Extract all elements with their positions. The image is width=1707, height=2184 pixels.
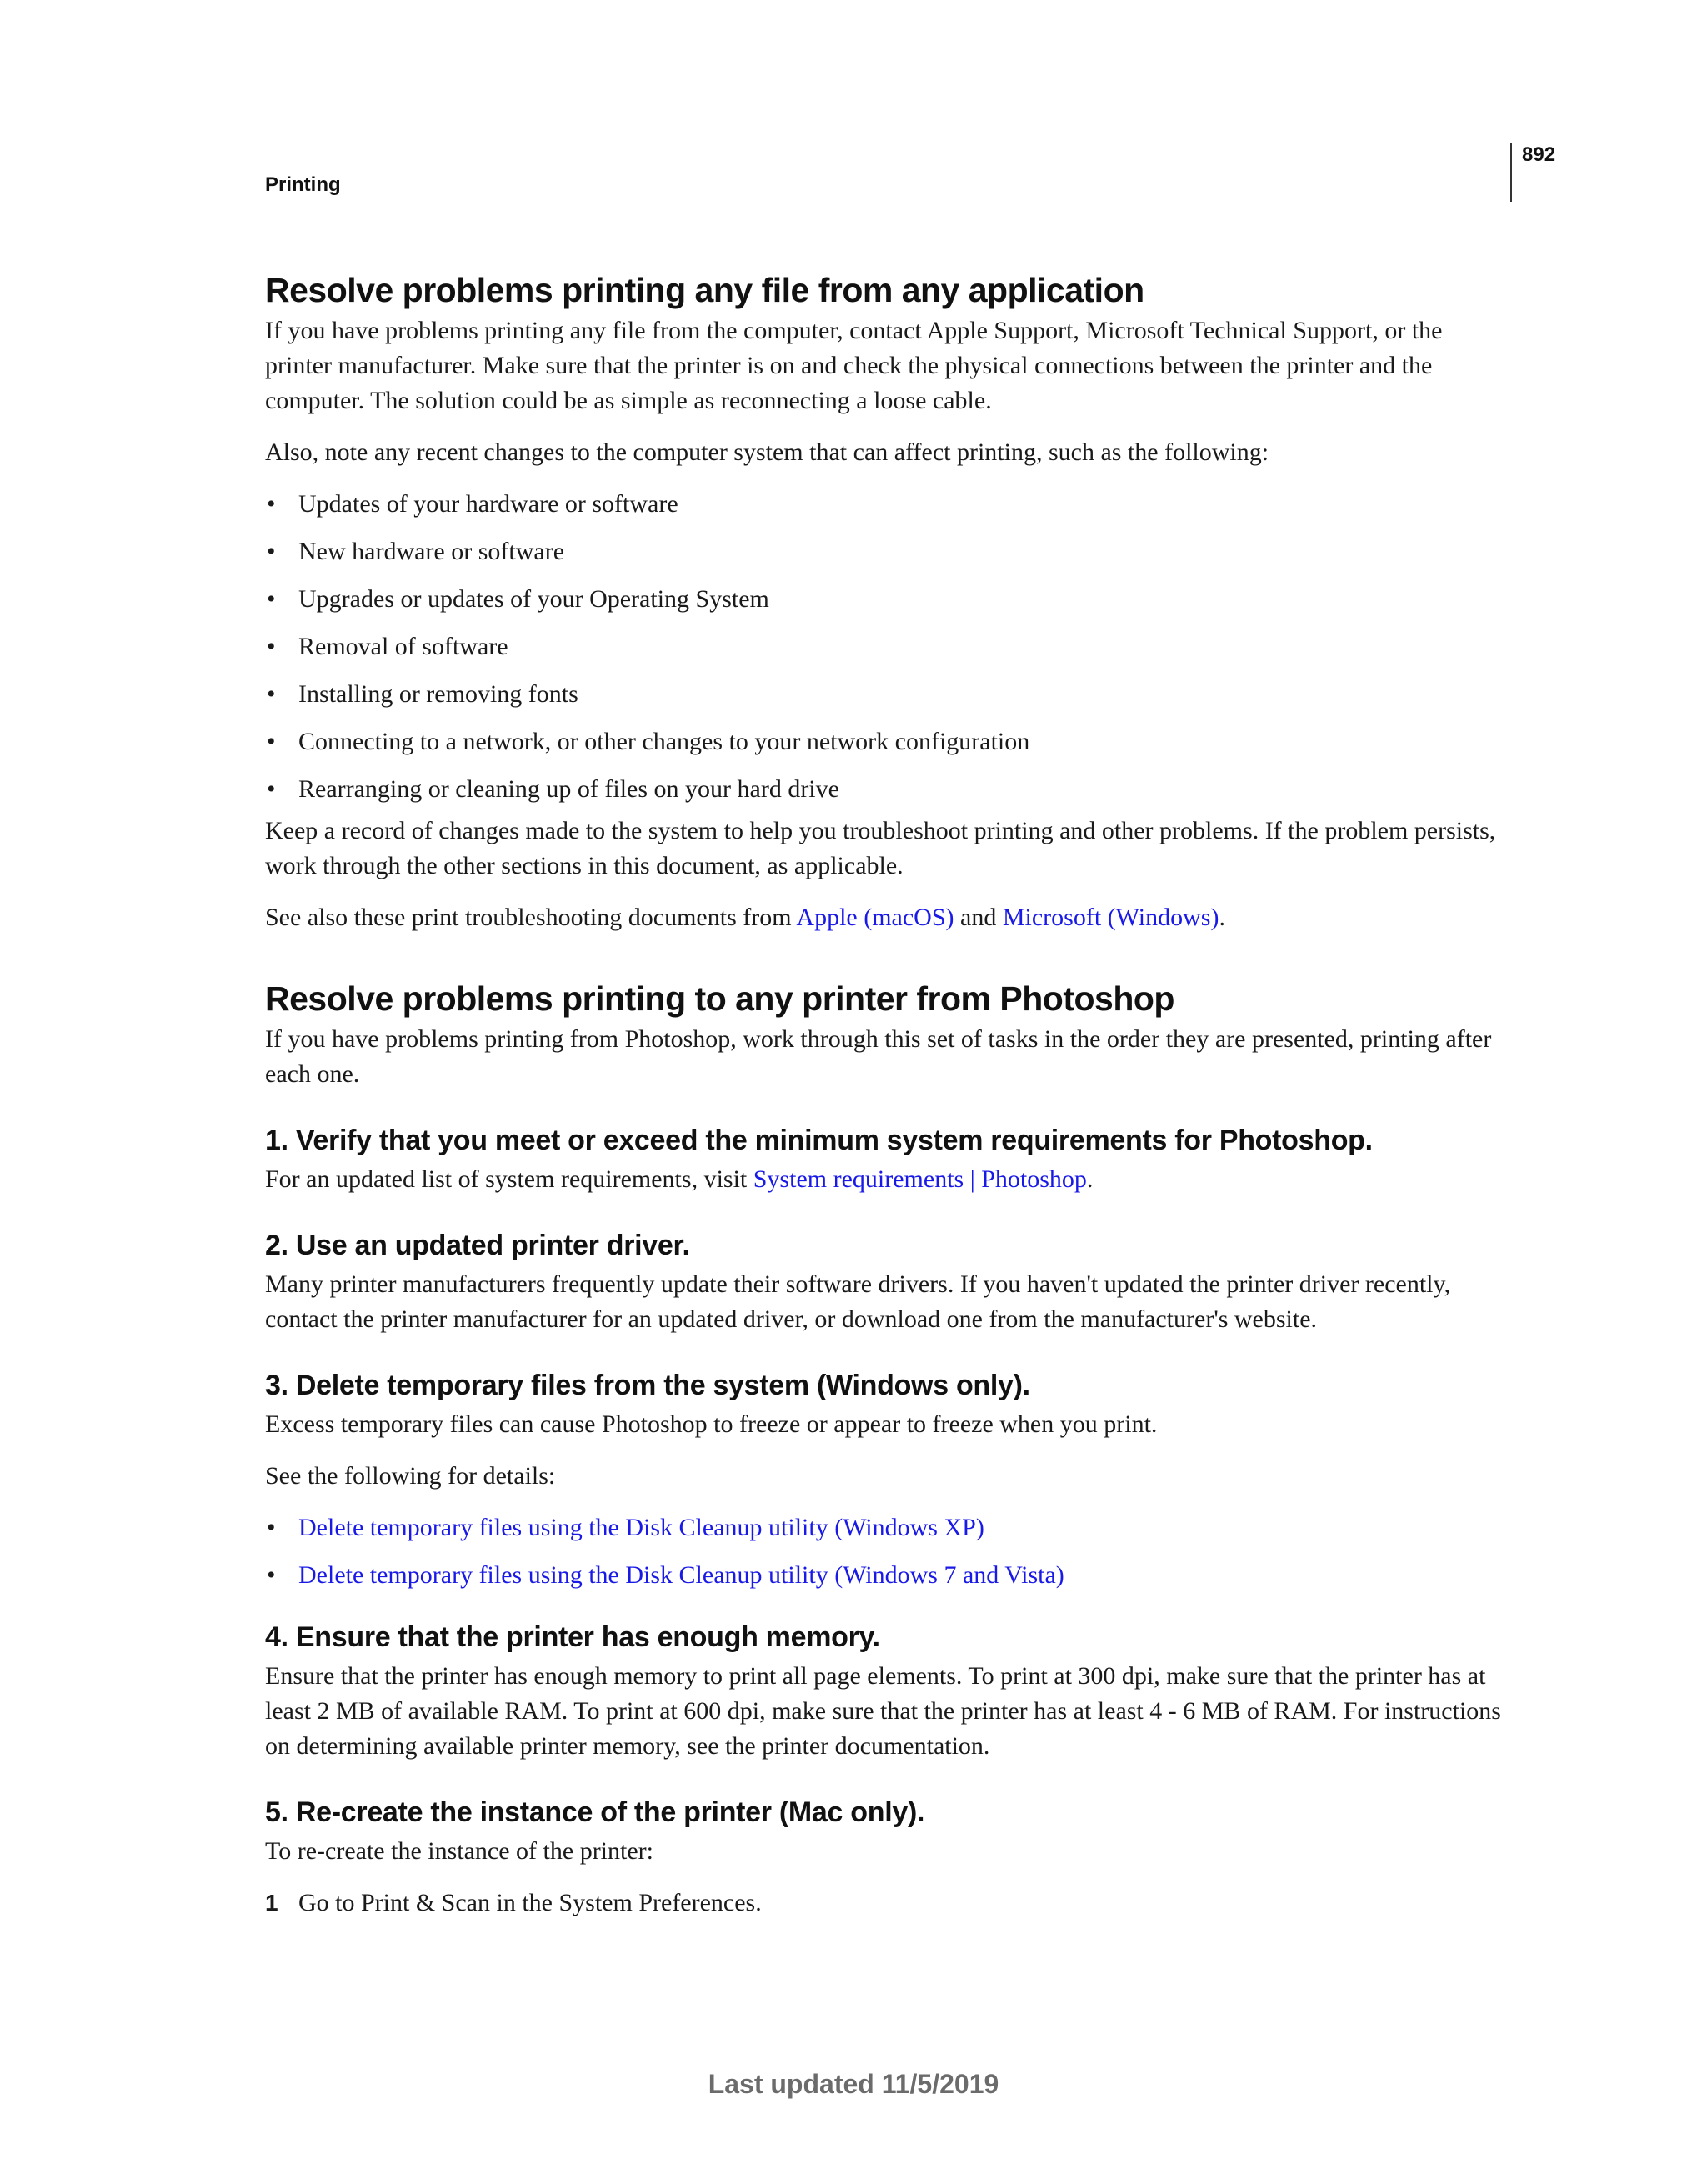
- bullet-icon: •: [267, 775, 276, 803]
- list-item: [265, 772, 1507, 807]
- bullet-icon: •: [267, 728, 276, 755]
- disk-cleanup-win7-link[interactable]: Delete temporary files using the Disk Cleanup utility (Windows 7 and Vista): [298, 1561, 1064, 1589]
- step1-text: [265, 1162, 1507, 1197]
- list-item-text: Installing or removing fonts: [298, 680, 578, 708]
- step2-text: Many printer manufacturers frequently update their software drivers. If you haven't updated the printer driver recently, contact the printer manufacturer for an updated driver, or download one from the manufacturer's website.: [265, 1270, 1451, 1333]
- step-text: Go to Print & Scan in the System Preferences.: [298, 1889, 762, 1916]
- recreate-steps-list: [265, 1886, 1507, 1921]
- section1-record: Keep a record of changes made to the system to help you troubleshoot printing and other problems. If the problem persists, work through the other sections in this document, as applicable.: [265, 817, 1496, 879]
- step-number: 1: [265, 1890, 278, 1916]
- bullet-icon: •: [267, 680, 276, 708]
- step3-text: Excess temporary files can cause Photoshop to freeze or appear to freeze when you print.: [265, 1410, 1158, 1438]
- step-spacer: [265, 1605, 1507, 1619]
- step4-title: 4. Ensure that the printer has enough memory.: [265, 1621, 880, 1653]
- numbered-step: [265, 1886, 1507, 1921]
- section2-intro: If you have problems printing from Photoshop, work through this set of tasks in the order they are presented, printing after each one.: [265, 1025, 1492, 1088]
- system-requirements-link[interactable]: System requirements | Photoshop: [753, 1165, 1087, 1193]
- list-item: [265, 677, 1507, 712]
- microsoft-windows-link[interactable]: Microsoft (Windows): [1002, 904, 1219, 931]
- cleanup-links-list: [265, 1510, 1507, 1593]
- section-spacer: [265, 952, 1507, 977]
- see-also-and: and: [954, 904, 1003, 931]
- list-item-text: Upgrades or updates of your Operating System: [298, 585, 769, 613]
- bullet-icon: •: [267, 1514, 276, 1541]
- bullet-icon: •: [267, 585, 276, 613]
- step3-title: 3. Delete temporary files from the system (Windows only).: [265, 1370, 1030, 1401]
- list-item: [265, 724, 1507, 759]
- step5-text: To re-create the instance of the printer:: [265, 1837, 653, 1865]
- step2-title: 2. Use an updated printer driver.: [265, 1230, 690, 1261]
- list-item: [265, 534, 1507, 569]
- section-title-any-file: Resolve problems printing any file from any application: [265, 271, 1144, 309]
- main-content: [265, 268, 1507, 1933]
- list-item-text: Removal of software: [298, 633, 508, 660]
- step1-text-suffix: .: [1086, 1165, 1094, 1193]
- section1-intro: If you have problems printing any file from the computer, contact Apple Support, Microsoft Technical Support, or the printer manufacturer. Make sure that the printer is on and check the physical connections between the printer and the computer. The solution could be as simple as reconnecting a loose cable.: [265, 317, 1443, 414]
- last-updated-footer: Last updated 11/5/2019: [708, 2069, 999, 2099]
- bullet-icon: •: [267, 1561, 276, 1589]
- see-also-prefix: See also these print troubleshooting documents from: [265, 904, 797, 931]
- page-number: 892: [1522, 143, 1556, 166]
- list-item: [265, 629, 1507, 664]
- bullet-icon: •: [267, 633, 276, 660]
- step-spacer: [265, 1109, 1507, 1122]
- section1-note: Also, note any recent changes to the computer system that can affect printing, such as the following:: [265, 438, 1269, 466]
- list-item-text: Updates of your hardware or software: [298, 490, 678, 518]
- step5-title: 5. Re-create the instance of the printer (Mac only).: [265, 1796, 925, 1828]
- step1-text-prefix: For an updated list of system requirements, visit: [265, 1165, 753, 1193]
- apple-macos-link[interactable]: Apple (macOS): [796, 904, 954, 931]
- list-item: [265, 487, 1507, 522]
- step4-text: Ensure that the printer has enough memory to print all page elements. To print at 300 dpi, make sure that the printer has at least 2 MB of available RAM. To print at 600 dpi, make sure that the printer has at least 4 - 6 MB of RAM. For instructions on determining available printer memory, see the printer documentation.: [265, 1662, 1501, 1760]
- list-item: [265, 1510, 1507, 1545]
- step1-title: 1. Verify that you meet or exceed the minimum system requirements for Photoshop.: [265, 1125, 1373, 1156]
- list-item: [265, 1558, 1507, 1593]
- disk-cleanup-xp-link[interactable]: Delete temporary files using the Disk Cleanup utility (Windows XP): [298, 1514, 984, 1541]
- step-spacer: [265, 1354, 1507, 1367]
- list-item-text: New hardware or software: [298, 538, 565, 565]
- section1-see-also: [265, 900, 1507, 935]
- step-spacer: [265, 1781, 1507, 1794]
- step-spacer: [265, 1214, 1507, 1227]
- bullet-icon: •: [267, 490, 276, 518]
- list-item: [265, 582, 1507, 617]
- step3-see: See the following for details:: [265, 1462, 556, 1490]
- bullet-icon: •: [267, 538, 276, 565]
- see-also-suffix: .: [1219, 904, 1225, 931]
- list-item-text: Connecting to a network, or other changes to your network configuration: [298, 728, 1030, 755]
- changes-list: [265, 487, 1507, 807]
- list-item-text: Rearranging or cleaning up of files on your hard drive: [298, 775, 839, 803]
- section-title-photoshop: Resolve problems printing to any printer from Photoshop: [265, 979, 1174, 1018]
- running-head: Printing: [265, 173, 341, 196]
- page-number-rule: [1510, 143, 1512, 202]
